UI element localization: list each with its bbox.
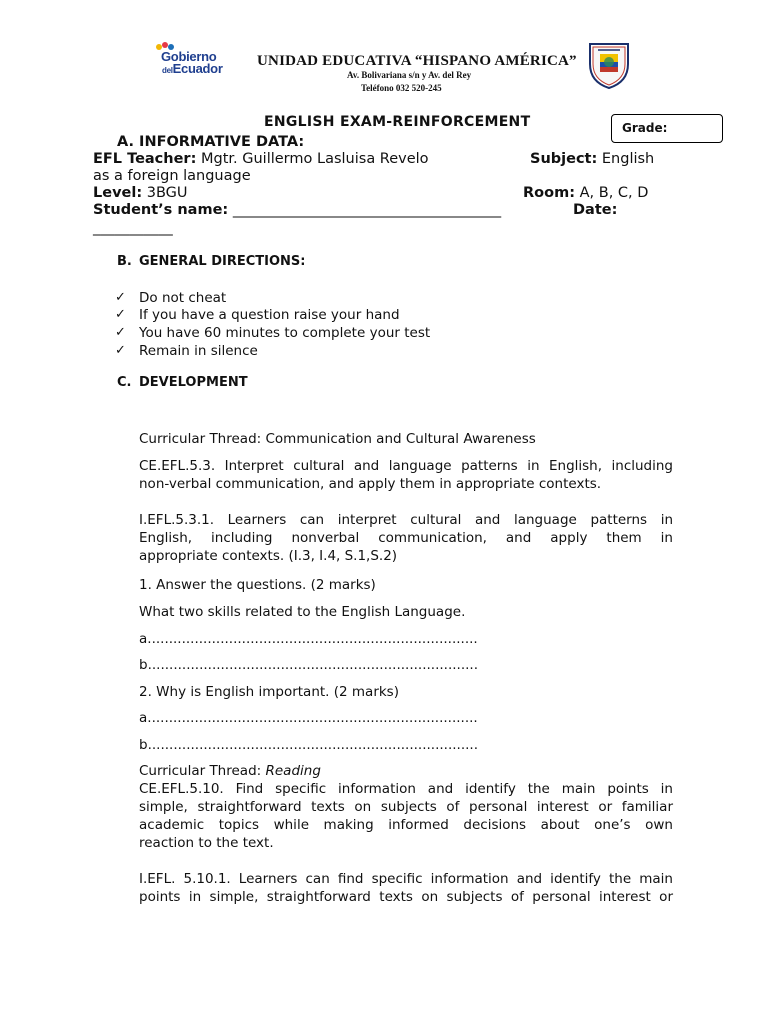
check-icon: ✓ — [115, 325, 126, 340]
check-icon: ✓ — [115, 307, 126, 322]
school-phone: Teléfono 032 520-245 — [361, 83, 442, 93]
question-2: 2. Why is English important. (2 marks) — [139, 684, 399, 700]
check-icon: ✓ — [115, 343, 126, 358]
check-icon: ✓ — [115, 290, 126, 305]
student-name-label: Student’s name: — [93, 202, 229, 218]
school-address: Av. Bolivariana s/n y Av. del Rey — [347, 70, 472, 80]
answer-line-1a[interactable]: a............................................................................. — [139, 631, 478, 647]
curricular-thread-2-label: Curricular Thread: — [139, 763, 266, 779]
answer-line-2b[interactable]: b............................................................................. — [139, 737, 478, 753]
school-name: UNIDAD EDUCATIVA “HISPANO AMÉRICA” — [257, 53, 577, 69]
room-value: A, B, C, D — [579, 185, 649, 201]
level-line — [93, 185, 188, 201]
teacher-line — [93, 151, 429, 167]
subject-continuation: as a foreign language — [93, 168, 251, 184]
student-name-blank[interactable]: _____________________________________ — [232, 202, 502, 218]
question-1: 1. Answer the questions. (2 marks) — [139, 577, 376, 593]
section-c-letter: C. — [117, 375, 132, 390]
iefl-5-3-1-line3: appropriate contexts. (I.3, I.4, S.1,S.2) — [139, 548, 398, 564]
curricular-thread-2 — [139, 762, 321, 780]
direction-item: Remain in silence — [139, 343, 258, 359]
iefl-5-3-1-line2: English, including nonverbal communication, and apply them in — [139, 530, 673, 546]
subject-line — [530, 151, 654, 167]
iefl-5-10-1-line1: I.EFL. 5.10.1. Learners can find specific information and identify the main — [139, 871, 673, 887]
section-b-letter: B. — [117, 254, 132, 269]
iefl-5-3-1-line1: I.EFL.5.3.1. Learners can interpret cultural and language patterns in — [139, 512, 673, 528]
exam-title: ENGLISH EXAM-REINFORCEMENT — [264, 114, 531, 130]
student-name-line — [93, 202, 501, 218]
ce-efl-5-10-line1: CE.EFL.5.10. Find specific information and identify the main points in — [139, 781, 673, 797]
section-a-heading: A. INFORMATIVE DATA: — [117, 134, 305, 150]
ce-efl-5-3-line1: CE.EFL.5.3. Interpret cultural and language patterns in English, including — [139, 458, 673, 474]
teacher-value: Mgtr. Guillermo Lasluisa Revelo — [201, 151, 429, 167]
gov-logo-line1: Gobierno — [161, 49, 217, 64]
section-b-heading: GENERAL DIRECTIONS: — [139, 254, 306, 269]
section-c-heading: DEVELOPMENT — [139, 375, 248, 390]
ce-efl-5-10-line3: academic topics while making informed decisions about one’s own — [139, 817, 673, 833]
subject-label: Subject: — [530, 151, 598, 167]
question-1-prompt: What two skills related to the English Language. — [139, 604, 466, 620]
room-line — [523, 185, 648, 201]
answer-line-1b[interactable]: b............................................................................. — [139, 657, 478, 673]
gobierno-ecuador-logo — [152, 40, 230, 76]
grade-label: Grade: — [622, 121, 668, 135]
ce-efl-5-10-line2: simple, straightforward texts on subjects of personal interest or familiar — [139, 799, 673, 815]
direction-item: You have 60 minutes to complete your test — [139, 325, 431, 341]
curricular-thread-2-value: Reading — [265, 763, 321, 779]
level-label: Level: — [93, 185, 143, 201]
school-crest-icon — [586, 40, 632, 90]
date-line — [573, 202, 617, 218]
level-value: 3BGU — [146, 185, 188, 201]
ce-efl-5-3-line2: non-verbal communication, and apply them in appropriate contexts. — [139, 476, 602, 492]
iefl-5-10-1-line2: points in simple, straightforward texts on subjects of personal interest or — [139, 889, 673, 905]
subject-value: English — [601, 151, 655, 167]
teacher-label: EFL Teacher: — [93, 151, 197, 167]
answer-line-2a[interactable]: a............................................................................. — [139, 710, 478, 726]
direction-item: Do not cheat — [139, 290, 227, 306]
date-blank[interactable]: ___________ — [93, 220, 173, 236]
direction-item: If you have a question raise your hand — [139, 307, 400, 323]
curricular-thread-1: Curricular Thread: Communication and Cultural Awareness — [139, 431, 536, 447]
gov-logo-line2: delEcuador — [162, 61, 223, 76]
date-label: Date: — [573, 202, 618, 218]
room-label: Room: — [523, 185, 575, 201]
ce-efl-5-10-line4: reaction to the text. — [139, 835, 274, 851]
